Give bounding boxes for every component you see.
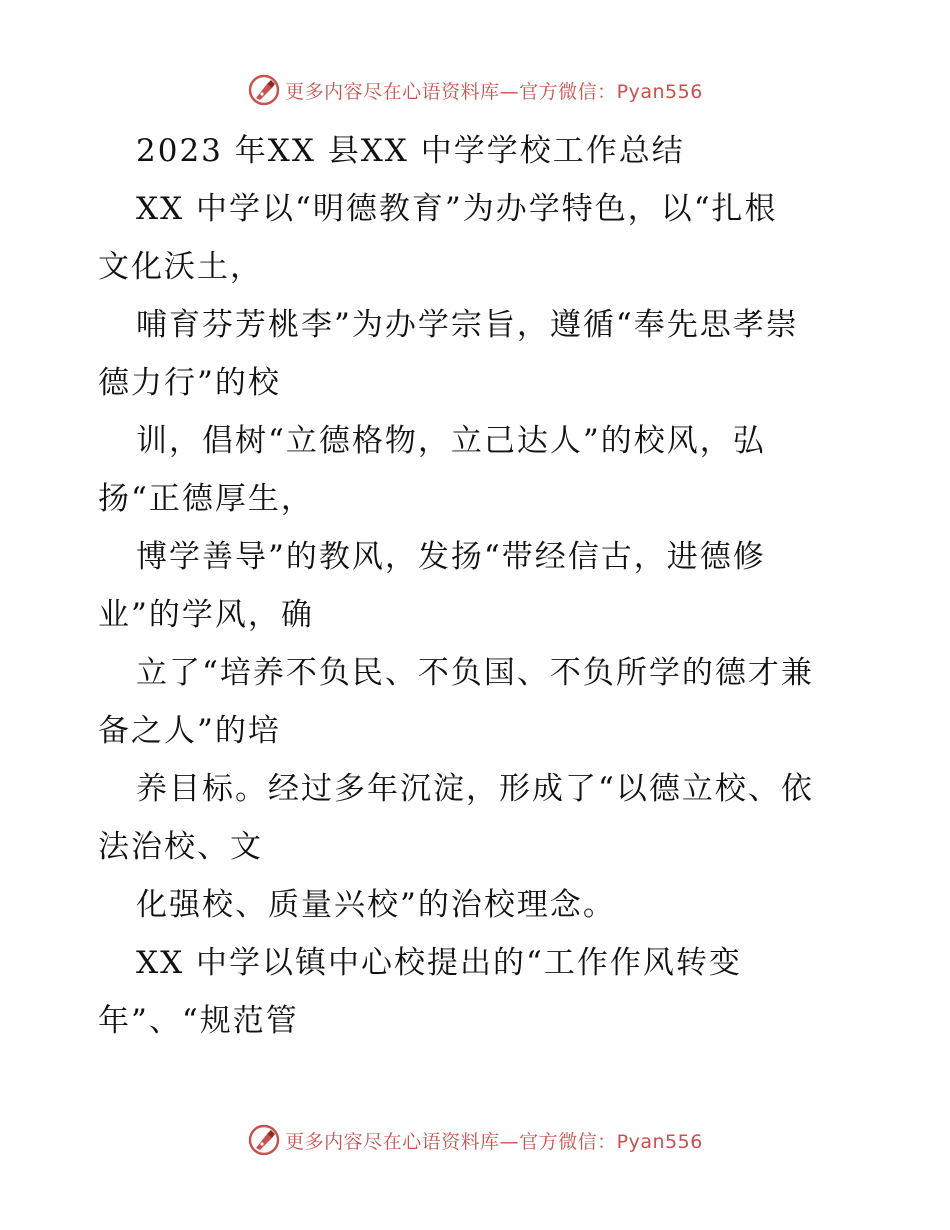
paragraph-line: 化强校、质量兴校”的治校理念。 (136, 887, 616, 923)
paragraph-line: 业”的学风，确 (98, 597, 314, 633)
banner-text: 更多内容尽在心语资料库—官方微信：Pyan556 (285, 80, 703, 103)
paragraph-line: 养目标。经过多年沉淀，形成了“以德立校、依 (136, 771, 814, 807)
paragraph-line: 哺育芬芳桃李”为办学宗旨，遵循“奉先思孝崇 (136, 307, 799, 343)
paragraph-line: 备之人”的培 (98, 713, 281, 749)
paragraph-line: 博学善导”的教风，发扬“带经信古，进德修 (136, 539, 766, 575)
banner-text: 更多内容尽在心语资料库—官方微信：Pyan556 (285, 1130, 703, 1153)
document-body (98, 122, 868, 1050)
paragraph-line: XX 中学以“明德教育”为办学特色，以“扎根 (136, 191, 778, 227)
paragraph-line: 立了“培养不负民、不负国、不负所学的德才兼 (136, 655, 814, 691)
paragraph-line: 扬“正德厚生， (98, 481, 314, 517)
pen-nib-logo-icon (247, 73, 281, 107)
paragraph-line: 法治校、文 (98, 829, 263, 865)
header-banner (0, 70, 950, 110)
paragraph-line: XX 中学以镇中心校提出的“工作作风转变 (136, 945, 742, 981)
paragraph-line: 文化沃土， (98, 249, 263, 285)
pen-nib-logo-icon (247, 1123, 281, 1157)
paragraph-line: 训，倡树“立德格物，立己达人”的校风，弘 (136, 423, 766, 459)
footer-banner (0, 1120, 950, 1160)
paragraph-line: 德力行”的校 (98, 365, 281, 401)
paragraph-line: 年”、“规范管 (98, 1003, 299, 1039)
paragraph-line: 2023 年XX 县XX 中学学校工作总结 (136, 133, 685, 169)
